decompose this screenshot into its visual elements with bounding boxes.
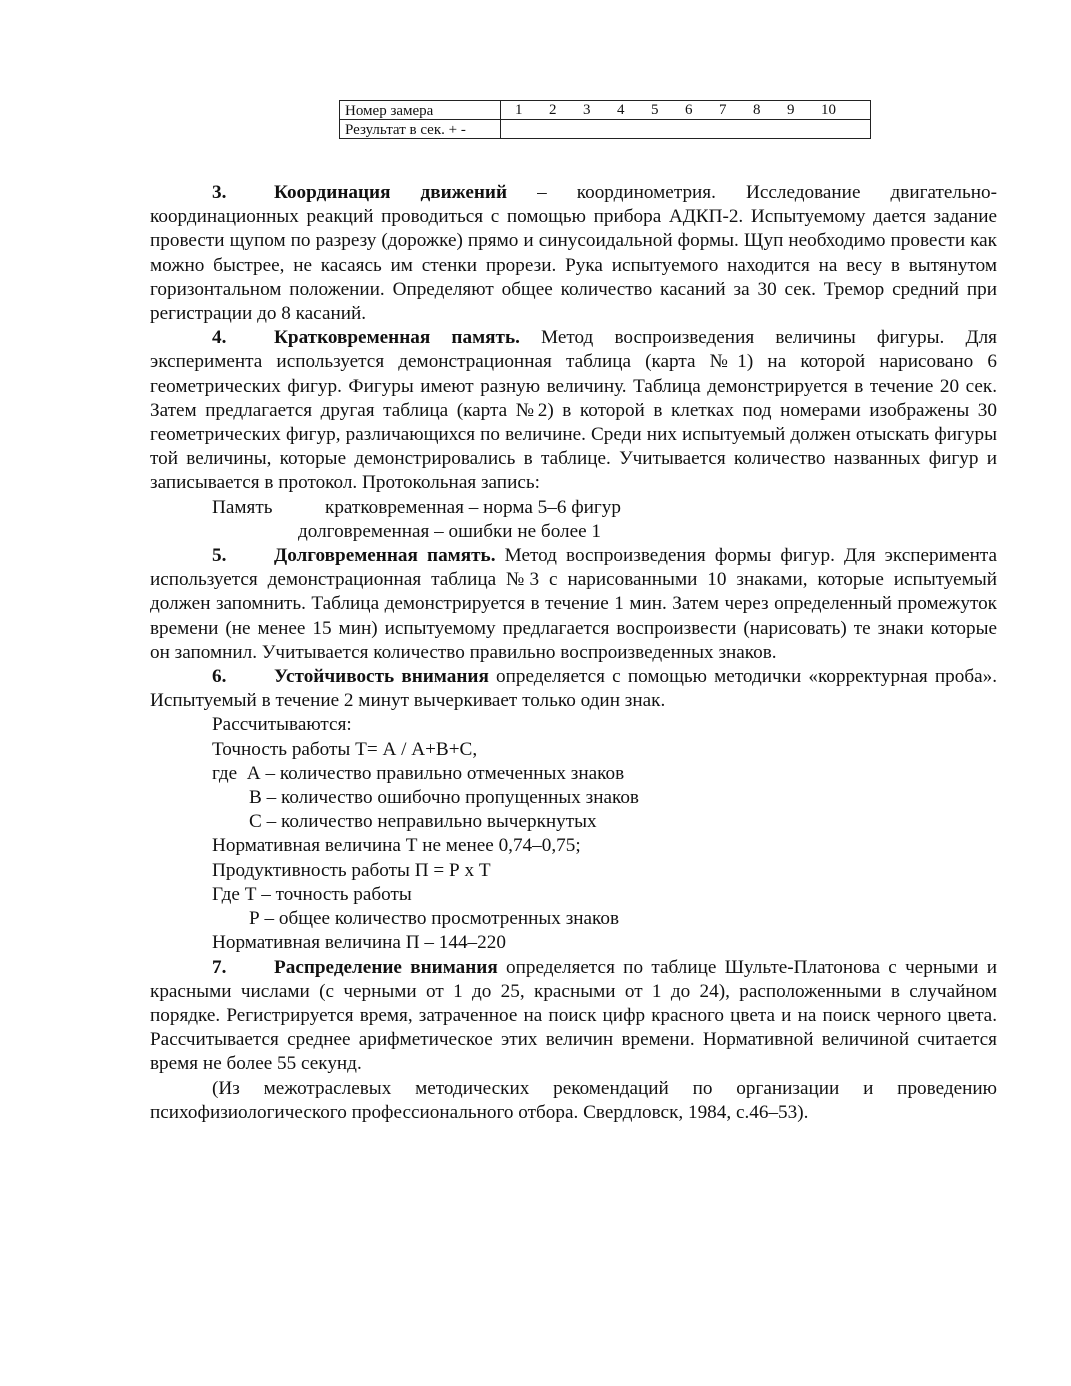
section-attention-stability [150, 665, 997, 713]
table-row [340, 101, 871, 120]
formula-line: Где Т – точность работы [212, 883, 412, 905]
formula-line: где А – количество правильно отмеченных знаков [212, 762, 625, 784]
section-title: Долговременная память. [274, 545, 496, 567]
formula-line: С – количество неправильно вычеркнутых [249, 811, 597, 833]
protocol-line [150, 496, 997, 520]
result-label: Результат в сек. + - [340, 120, 501, 139]
section-number: 4. [212, 327, 227, 349]
measurement-numbers [501, 101, 871, 120]
section-title: Кратковременная память. [274, 327, 520, 349]
section-number: 3. [212, 182, 227, 203]
formula-line: Нормативная величина Т не менее 0,74–0,75; [212, 835, 581, 857]
section-short-term-memory [150, 326, 997, 495]
formula-line: В – количество ошибочно пропущенных знаков [249, 787, 639, 809]
formula-line: Р – общее количество просмотренных знаков [249, 908, 620, 930]
measurement-number: 1 [515, 102, 523, 118]
measurement-number: 10 [821, 102, 836, 118]
formula-line: Рассчитываются: [212, 714, 352, 736]
measurement-number: 3 [583, 102, 591, 118]
measurement-number: 4 [617, 102, 625, 118]
measurement-number: 8 [753, 102, 761, 118]
short-term-norm: кратковременная – норма 5–6 фигур [325, 496, 621, 518]
formula-line: Нормативная величина П – 144–220 [212, 932, 506, 954]
section-attention-distribution [150, 956, 997, 1077]
measurement-number: 6 [685, 102, 693, 118]
section-number: 5. [212, 545, 227, 567]
memory-label: Память [212, 496, 273, 518]
formula-line: Продуктивность работы П = Р х Т [212, 859, 491, 881]
measurement-number: 7 [719, 102, 727, 118]
section-coordination [150, 181, 997, 326]
section-text: Метод воспроизведения величины фигуры. Для эксперимента используется демонстрационная таблица (карта №1) на которой нарисовано 6 геометрических фигур. Фигуры имеют разную величину. Таблица демонстрируется в течение 20 сек. Затем предлагается другая таблица (карта №2) в которой в клетках под номерами изображены 30 геометрических фигур, различающихся по величине. Среди них испытуемый должен отыскать фигуры той величины, которые демонстрировались в таблице. Учитывается количество названных фигур и записывается в протокол. Протокольная запись: [150, 327, 997, 494]
measurement-number: 5 [651, 102, 659, 118]
table-header-label: Номер замера [340, 101, 501, 120]
measurement-number: 2 [549, 102, 557, 118]
section-long-term-memory [150, 544, 997, 665]
section-number: 7. [212, 956, 227, 978]
measurement-table [339, 100, 871, 139]
section-text: определяется по таблице Шульте-Платонова с черными и красными числами (с черными от 1 до 25, красными от 1 до 24), расположенными в случайном порядке. Регистрируется время, затраченное на поиск цифр красного цвета и на поиск черного цвета. Рассчитывается среднее арифметическое этих величин времени. Нормативной величиной считается время не более 55 секунд. [150, 956, 997, 1075]
long-term-norm: долговременная – ошибки не более 1 [298, 520, 602, 542]
measurement-number: 9 [787, 102, 795, 118]
section-title: Распределение внимания [274, 956, 498, 978]
section-number: 6. [212, 666, 227, 688]
result-cell [501, 120, 871, 139]
document-body [150, 181, 997, 1125]
table-row [340, 120, 871, 139]
section-title: Координация движений [274, 182, 508, 203]
section-text: определяется с помощью методички «корректурная проба». Испытуемый в течение 2 минут вычеркивает только один знак. [150, 666, 997, 712]
section-text: Метод воспроизведения формы фигур. Для эксперимента используется демонстрационная таблица №3 с нарисованными 10 знаками, которые испытуемый должен запомнить. Таблица демонстрируется в течение 1 мин. Затем через определенный промежуток времени (не менее 15 мин) испытуемому предлагается воспроизвести (нарисовать) те знаки которые он запомнил. Учитывается количество правильно воспроизведенных знаков. [150, 545, 997, 663]
section-text: – координометрия. Исследование двигательно-координационных реакций проводиться с помощью прибора АДКП-2. Испытуемому дается задание провести щупом по разрезу (дорожке) прямо и синусоидальной формы. Щуп необходимо провести как можно быстрее, не касаясь им стенки прорези. Рука испытуемого находится на весу в вытянутом горизонтальном положении. Определяют общее количество касаний за 30 сек. Тремор средний при регистрации до 8 касаний. [150, 182, 997, 325]
section-title: Устойчивость внимания [274, 666, 489, 688]
formula-line: Точность работы Т= А / А+В+С, [212, 738, 478, 760]
source-citation: (Из межотраслевых методических рекомендаций по организации и проведению психофизиологического профессионального отбора. Свердловск, 1984, с.46–53). [150, 1077, 997, 1123]
